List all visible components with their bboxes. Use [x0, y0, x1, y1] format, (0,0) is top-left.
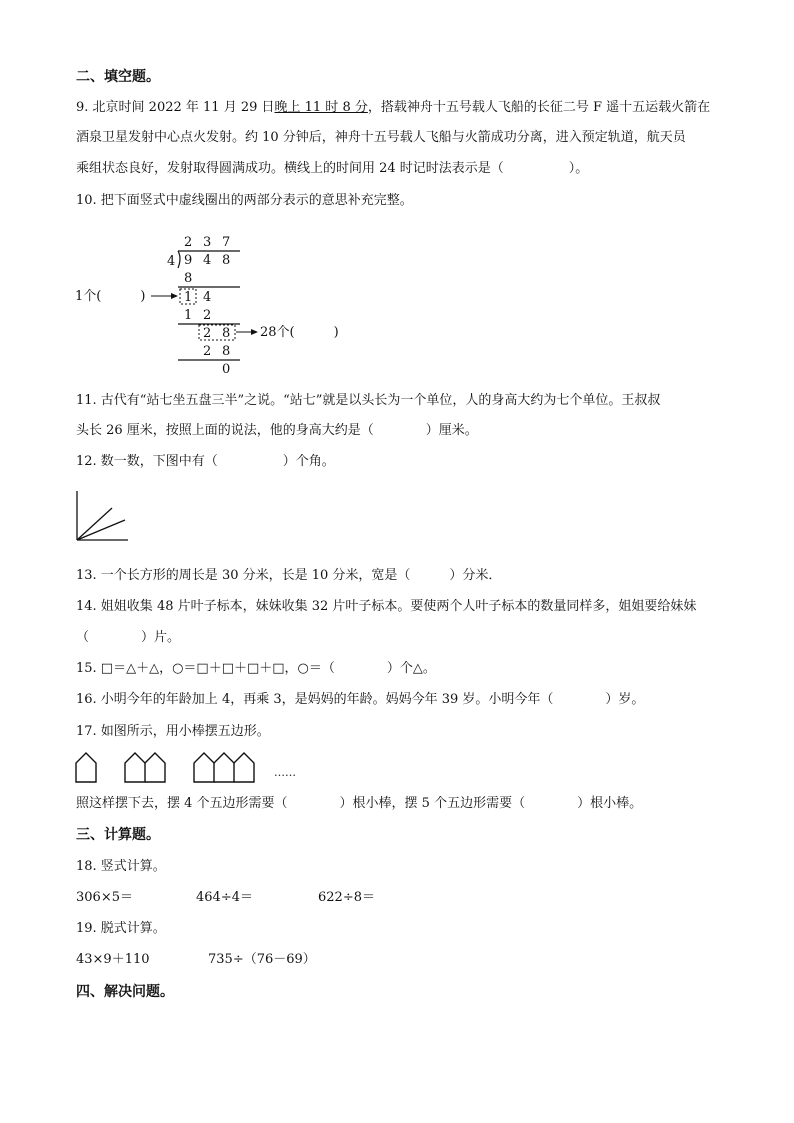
pentagon-group-2 — [125, 753, 165, 782]
q9-line-3: 乘组状态良好，发射取得圆满成功。横线上的时间用 24 时记时法表示是（ ）。 — [76, 161, 589, 176]
q15-prompt: 15. □＝△＋△，○＝□＋□＋□＋□，○＝（ ）个△。 — [76, 661, 436, 676]
step-product-1: 8 — [184, 271, 193, 286]
step-4-digit-2: 8 — [222, 326, 231, 341]
q18-prompt: 18. 竖式计算。 — [76, 859, 166, 874]
divisor: 4 — [167, 254, 176, 269]
q12-prompt: 12. 数一数，下图中有（ ）个角。 — [76, 454, 335, 469]
long-division-diagram — [70, 228, 370, 378]
step-2-digit-1: 1 — [184, 290, 193, 305]
q9-line-2: 酒泉卫星发射中心点火发射。约 10 分钟后，神舟十五号载人飞船与火箭成功分离，进入预定轨道，航天员 — [76, 130, 686, 145]
q9-text-b: ，搭载神舟十五号载人飞船的长征二号 F 遥十五运载火箭在 — [367, 100, 711, 115]
quotient-digit-2: 3 — [203, 235, 212, 250]
q19-prompt: 19. 脱式计算。 — [76, 921, 166, 936]
q9-underlined-time: 晚上 11 时 8 分 — [274, 100, 368, 115]
quotient-digit-1: 2 — [184, 235, 193, 250]
q9-text-a: 9. 北京时间 2022 年 11 月 29 日 — [76, 100, 275, 115]
step-2-digit-2: 4 — [203, 290, 212, 305]
q17-prompt: 17. 如图所示，用小棒摆五边形。 — [76, 724, 270, 739]
pentagon-group-3 — [194, 753, 254, 782]
q19-item-1: 43×9＋110 — [76, 952, 150, 967]
step-4-digit-1: 2 — [203, 326, 212, 341]
q11-line-1: 11. 古代有“站七坐五盘三半”之说。“站七”就是以头长为一个单位，人的身高大约为七个单位。王叔叔 — [76, 393, 661, 408]
arrow-right-icon — [251, 329, 258, 335]
remainder: 0 — [222, 362, 231, 377]
section-2-heading: 二、填空题。 — [76, 69, 160, 85]
dividend-digit-1: 9 — [184, 253, 193, 268]
q18-item-2: 464÷4＝ — [196, 890, 253, 905]
arrow-left-icon — [171, 293, 178, 299]
q9-line-1 — [76, 99, 710, 117]
dividend-digit-2: 4 — [203, 253, 212, 268]
q10-prompt: 10. 把下面竖式中虚线圈出的两部分表示的意思补充完整。 — [76, 193, 413, 208]
dividend-digit-3: 8 — [222, 253, 231, 268]
step-5-digit-2: 8 — [222, 344, 231, 359]
q18-item-3: 622÷8＝ — [318, 890, 375, 905]
section-3-heading: 三、计算题。 — [76, 827, 160, 843]
q11-line-2: 头长 26 厘米，按照上面的说法，他的身高大约是（ ）厘米。 — [76, 423, 478, 438]
q14-line-2: （ ）片。 — [76, 630, 181, 645]
q19-item-2: 735÷（76－69） — [208, 952, 316, 967]
q13-prompt: 13. 一个长方形的周长是 30 分米，长是 10 分米，宽是（ ）分米． — [76, 568, 502, 583]
pentagon-sticks-figure — [74, 750, 314, 784]
q16-prompt: 16. 小明今年的年龄加上 4，再乘 3，是妈妈的年龄。妈妈今年 39 岁。小明今年（ ）岁。 — [76, 692, 645, 707]
section-4-heading: 四、解决问题。 — [76, 984, 174, 1000]
label-ones-blank: 1个( ) — [75, 289, 146, 304]
quotient-digit-3: 7 — [222, 235, 231, 250]
q18-item-1: 306×5＝ — [76, 890, 133, 905]
ellipsis: …… — [274, 766, 296, 779]
q14-line-1: 14. 姐姐收集 48 片叶子标本，妹妹收集 32 片叶子标本。要使两个人叶子标本的数量同样多，姐姐要给妹妹 — [76, 599, 697, 614]
step-5-digit-1: 2 — [203, 344, 212, 359]
pentagon-group-1 — [76, 753, 96, 782]
step-3-digit-1: 1 — [184, 308, 193, 323]
label-28-blank: 28个( ) — [260, 325, 339, 340]
step-3-digit-2: 2 — [203, 308, 212, 323]
angle-figure — [72, 488, 132, 544]
q17-answer-line: 照这样摆下去，摆 4 个五边形需要（ ）根小棒，摆 5 个五边形需要（ ）根小棒。 — [76, 796, 643, 811]
